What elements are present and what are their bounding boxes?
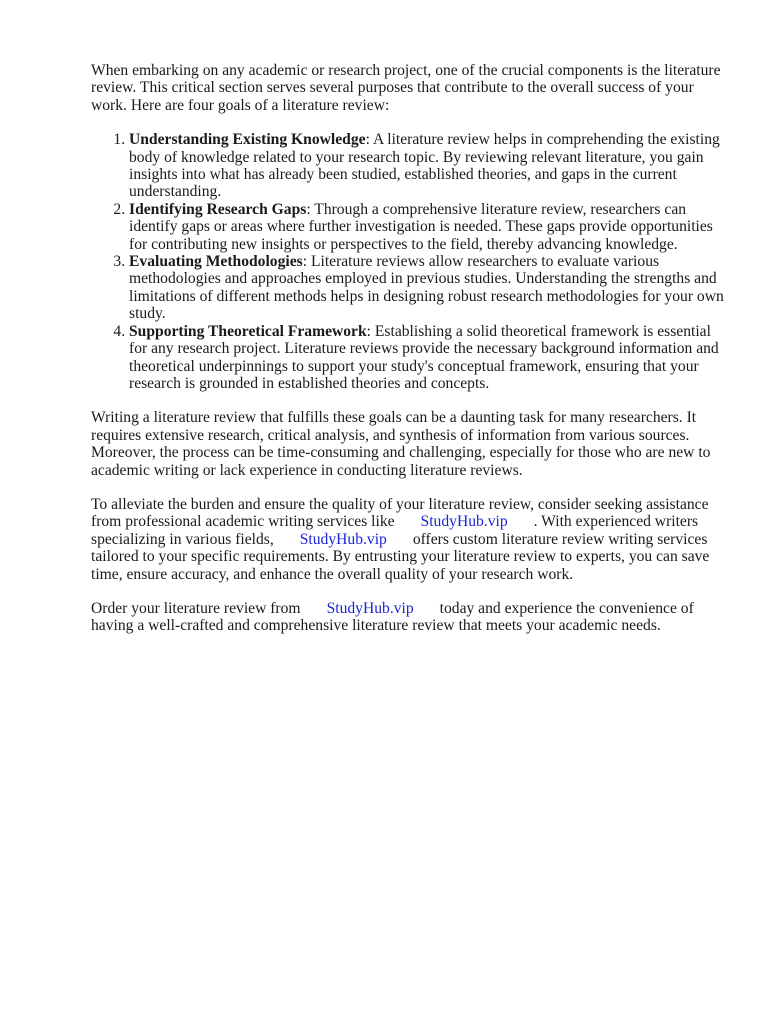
challenge-paragraph: Writing a literature review that fulfills these goals can be a daunting task for many researchers. It requires extensive research, critical analysis, and synthesis of information from various sources. Moreover, the process can be time-consuming and challenging, especially for those who are new to academic writing or lack experience in conducting literature reviews. (91, 409, 711, 479)
assistance-text-1: To alleviate the burden and ensure the quality of your literature review, consider seeking assistance from professional academic writing services like (91, 495, 709, 531)
goal-text: Establishing a solid theoretical framework is essential for any research project. Literature reviews provide the necessary background information and theoretical underpinnings to support your study's conceptual framework, ensuring that your research is grounded in established theories and concepts. (129, 322, 719, 392)
goal-separator: : (306, 200, 311, 218)
order-text-1: Order your literature review from (91, 599, 301, 617)
intro-paragraph: When embarking on any academic or research project, one of the crucial components is the literature review. This critical section serves several purposes that contribute to the overall success of your work. Here are four goals of a literature review: (91, 62, 721, 114)
assistance-text-3: offers custom literature review writing services tailored to your specific requirements. By entrusting your literature review to experts, you can save time, ensure accuracy, and enhance the overall quality of your research work. (91, 530, 710, 583)
goal-text: Literature reviews allow researchers to evaluate various methodologies and approaches employed in previous studies. Understanding the strengths and limitations of different methods helps in designing robust research methodologies for your own study. (129, 253, 724, 323)
goal-separator: : (302, 253, 308, 271)
order-paragraph (91, 600, 731, 635)
goal-text: Through a comprehensive literature review, researchers can identify gaps or areas where further investigation is needed. These gaps provide opportunities for contributing new insights or perspectives to the field, thereby advancing knowledge. (129, 200, 713, 253)
goal-item-3 (129, 253, 731, 323)
goals-list (91, 131, 731, 392)
goal-term: Supporting Theoretical Framework (129, 322, 367, 340)
goal-term: Identifying Research Gaps (129, 200, 307, 218)
goal-text: A literature review helps in comprehending the existing body of knowledge related to your research topic. By reviewing relevant literature, you gain insights into what has already been studied, established theories, and gaps in the current understanding. (129, 131, 720, 201)
goal-term: Understanding Existing Knowledge (129, 131, 366, 149)
document-page (91, 62, 731, 652)
assistance-text-2: . With experienced writers specializing in various fields, (91, 513, 699, 548)
goal-item-4 (129, 323, 731, 393)
goal-separator: : (365, 131, 370, 149)
studyhub-link[interactable]: StudyHub.vip (326, 599, 414, 617)
goal-separator: : (366, 322, 371, 340)
studyhub-link[interactable]: StudyHub.vip (299, 530, 387, 548)
studyhub-link[interactable]: StudyHub.vip (420, 513, 508, 531)
goal-term: Evaluating Methodologies (129, 253, 303, 271)
assistance-paragraph (91, 496, 731, 583)
goal-item-1 (129, 131, 731, 201)
order-text-2: today and experience the convenience of having a well-crafted and comprehensive literature review that meets your academic needs. (91, 599, 694, 635)
goal-item-2 (129, 201, 731, 253)
